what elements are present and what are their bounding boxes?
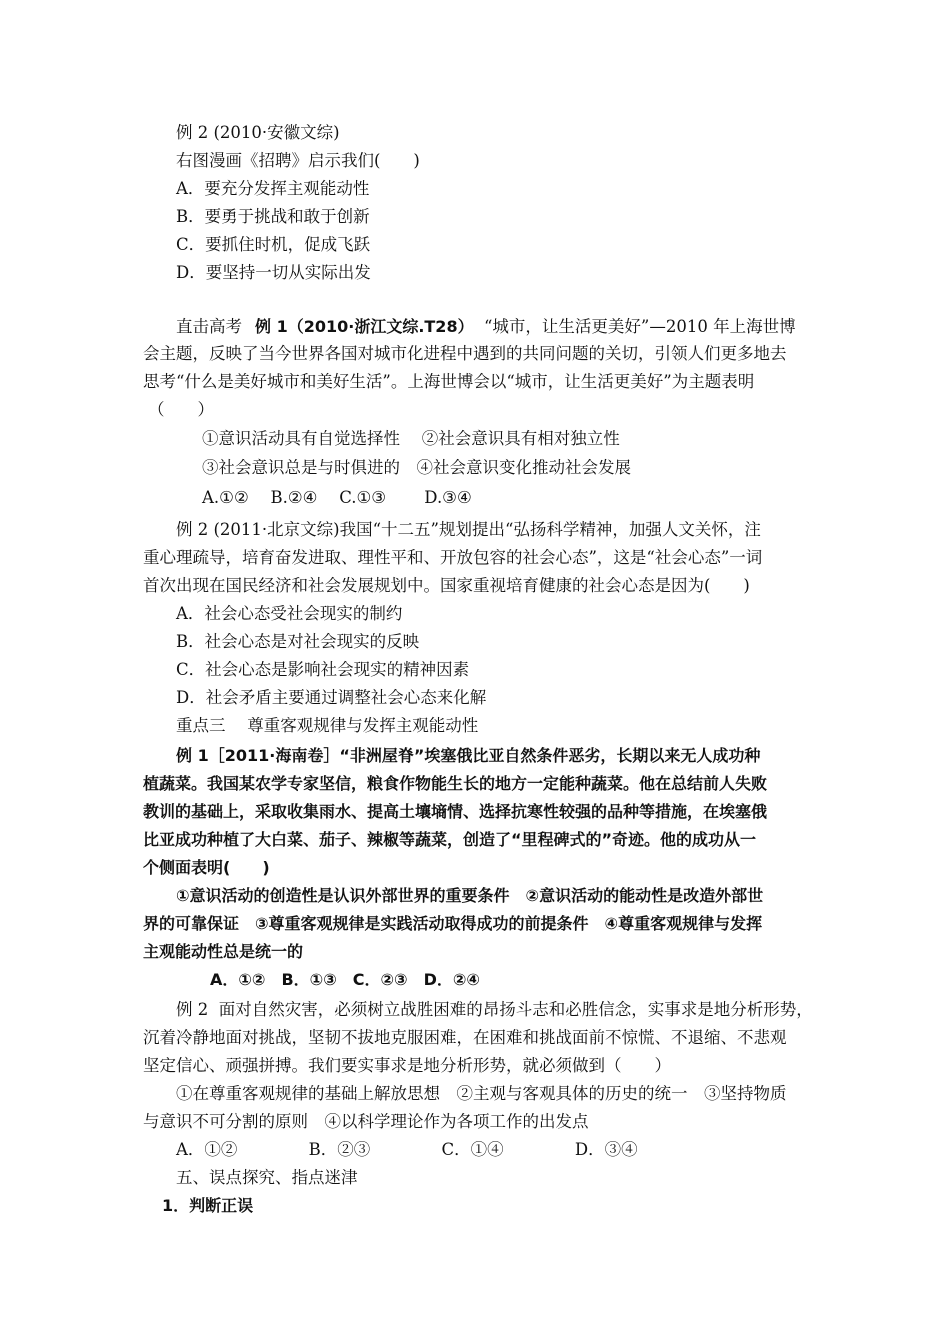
statement-line: ①意识活动的创造性是认识外部世界的重要条件 ②意识活动的能动性是改造外部世	[176, 886, 764, 905]
answer-options: A．①② B．②③ C．①④ D．③④	[176, 1140, 638, 1159]
question-text: 教训的基础上，采取收集雨水、提高土壤墒情、选择抗寒性较强的品种等措施，在埃塞俄	[143, 802, 768, 821]
option-c: C．要抓住时机，促成飞跃	[176, 235, 371, 254]
question-text: 植蔬菜。我国某农学专家坚信，粮食作物能生长的地方一定能种蔬菜。他在总结前人失败	[143, 774, 768, 793]
question-text: 比亚成功种植了大白菜、茄子、辣椒等蔬菜，创造了“里程碑式的”奇迹。他的成功从一	[143, 830, 757, 849]
question-stem: 右图漫画《招聘》启示我们( )	[176, 151, 420, 170]
statement-line: ③社会意识总是与时俱进的 ④社会意识变化推动社会发展	[202, 458, 631, 477]
answer-options: A.①② B.②④ C.①③ D.③④	[202, 488, 472, 507]
question-text: 沉着冷静地面对挑战，坚韧不拔地克服困难，在困难和挑战面前不惊慌、不退缩、不悲观	[143, 1028, 787, 1047]
example-1-heading: 例 1（2010·浙江文综.T28）	[255, 317, 474, 336]
statement-line: ①在尊重客观规律的基础上解放思想 ②主观与客观具体的历史的统一 ③坚持物质	[176, 1084, 787, 1103]
statement-line: ①意识活动具有自觉选择性 ②社会意识具有相对独立性	[202, 429, 620, 448]
answer-blank: （ ）	[148, 400, 214, 419]
statement-line: 主观能动性总是统一的	[143, 942, 304, 961]
option-d: D．社会矛盾主要通过调整社会心态来化解	[176, 688, 487, 707]
option-a: A．要充分发挥主观能动性	[176, 179, 370, 198]
section-label: 直击高考	[176, 317, 242, 336]
statement-line: 界的可靠保证 ③尊重客观规律是实践活动取得成功的前提条件 ④尊重客观规律与发挥	[143, 914, 763, 933]
option-d: D．要坚持一切从实际出发	[176, 263, 371, 282]
key-point-heading: 重点三 尊重客观规律与发挥主观能动性	[176, 716, 479, 735]
question-text: 个侧面表明( )	[143, 858, 270, 877]
question-text: 首次出现在国民经济和社会发展规划中。国家重视培育健康的社会心态是因为( )	[143, 576, 750, 595]
question-text: 会主题，反映了当今世界各国对城市化进程中遇到的共同问题的关切，引领人们更多地去	[143, 344, 787, 363]
answer-options: A．①② B．①③ C．②③ D．②④	[210, 970, 480, 989]
subsection-heading: 1．判断正误	[162, 1196, 254, 1215]
question-text: “城市，让生活更美好”—2010 年上海世博	[484, 317, 796, 336]
statement-line: 与意识不可分割的原则 ④以科学理论作为各项工作的出发点	[143, 1112, 589, 1131]
section-heading: 五、误点探究、指点迷津	[176, 1168, 358, 1187]
question-text: 例 2 (2011·北京文综)我国“十二五”规划提出“弘扬科学精神，加强人文关怀，注	[176, 520, 761, 539]
option-b: B．要勇于挑战和敢于创新	[176, 207, 370, 226]
option-a: A．社会心态受社会现实的制约	[176, 604, 403, 623]
question-text: 重心理疏导，培育奋发进取、理性平和、开放包容的社会心态”，这是“社会心态”一词	[143, 548, 763, 567]
question-text: 例 2 面对自然灾害，必须树立战胜困难的昂扬斗志和必胜信念，实事求是地分析形势，	[176, 1000, 813, 1019]
option-c: C．社会心态是影响社会现实的精神因素	[176, 660, 470, 679]
question-text: 坚定信心、顽强拼搏。我们要实事求是地分析形势，就必须做到（ ）	[143, 1056, 671, 1075]
question-text: 例 1［2011·海南卷］“非洲屋脊”埃塞俄比亚自然条件恶劣，长期以来无人成功种	[176, 746, 761, 765]
question-text: 思考“什么是美好城市和美好生活”。上海世博会以“城市，让生活更美好”为主题表明	[143, 372, 755, 391]
example-2-heading: 例 2 (2010·安徽文综)	[176, 123, 340, 142]
option-b: B．社会心态是对社会现实的反映	[176, 632, 420, 651]
